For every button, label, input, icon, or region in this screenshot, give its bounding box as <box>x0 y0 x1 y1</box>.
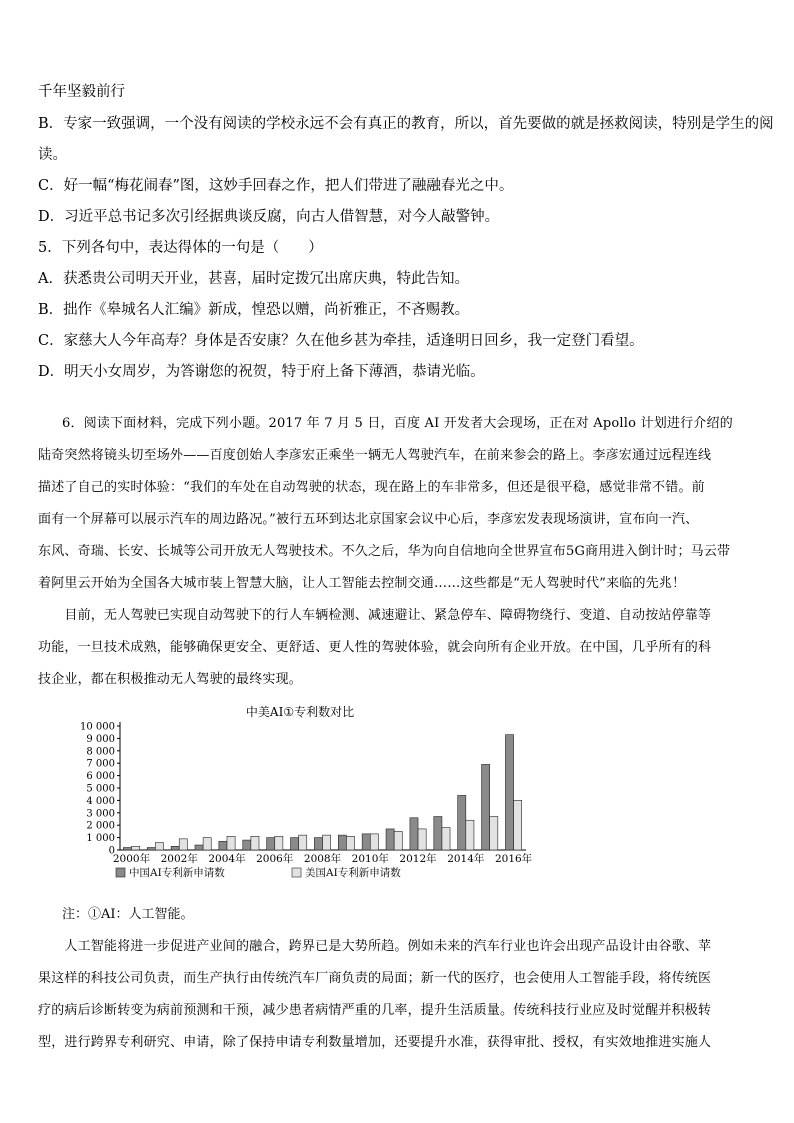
bar-china <box>434 817 442 850</box>
bar-china <box>267 838 275 850</box>
bar-china <box>505 735 513 850</box>
x-tick-label: 2010年 <box>351 853 389 865</box>
bar-usa <box>418 829 426 850</box>
chart-title: 中美AI①专利数对比 <box>245 705 355 719</box>
option-c: C．家慈大人今年高寿？身体是否安康？久在他乡甚为牵挂，适逢明日回乡，我一定登门看望。 <box>38 333 644 349</box>
passage-line: 功能，一旦技术成熟，能够确保更安全、更舒适、更人性的驾驶体验，就会向所有企业开放。在中国，几乎所有的科 <box>38 640 712 655</box>
x-tick-labels <box>113 852 533 865</box>
bar-usa <box>394 831 402 850</box>
legend-swatch <box>116 868 125 877</box>
y-tick-label: 6 000 <box>86 771 115 783</box>
bar-china <box>123 848 131 850</box>
x-tick-label: 2014年 <box>447 853 485 865</box>
passage-line: 目前，无人驾驶已实现自动驾驶下的行人车辆检测、减速避让、紧急停车、障碍物绕行、变道、自动按站停靠等 <box>38 608 712 623</box>
legend-label: 美国AI专利新申请数 <box>305 867 401 879</box>
passage-line: 6．阅读下面材料，完成下列小题。2017 年 7 月 5 日，百度 AI 开发者大会现场，正在对 Apollo 计划进行介绍的 <box>62 416 733 431</box>
passage-line: 陆奇突然将镜头切至场外——百度创始人李彦宏正乘坐一辆无人驾驶汽车，在前来参会的路上。李彦宏通过远程连线 <box>38 448 712 463</box>
chart-bars <box>123 735 521 850</box>
bar-usa <box>299 835 307 850</box>
y-tick-labels <box>80 722 120 857</box>
x-tick-label: 2002年 <box>160 853 198 865</box>
bar-usa <box>251 836 259 850</box>
text-line: 读。 <box>38 147 67 163</box>
option-a: A．获悉贵公司明天开业，甚喜，届时定拨冗出席庆典，特此告知。 <box>38 271 469 287</box>
bar-china <box>314 838 322 850</box>
bar-china <box>458 795 466 850</box>
passage-line: 技企业，都在积极推动无人驾驶的最终实现。 <box>38 672 303 687</box>
bar-china <box>219 841 227 850</box>
x-tick-label: 2004年 <box>208 853 246 865</box>
y-tick-label: 10 000 <box>80 721 115 733</box>
x-tick-label: 2006年 <box>256 853 294 865</box>
passage-line: 果这样的科技公司负责，而生产执行由传统汽车厂商负责的局面；新一代的医疗，也会使用人工智能手段，将传统医 <box>38 971 712 986</box>
bar-usa <box>490 817 498 850</box>
x-tick-label: 2016年 <box>494 853 533 865</box>
bar-usa <box>131 846 139 850</box>
x-tick-label: 2000年 <box>112 853 151 865</box>
bar-china <box>386 829 394 850</box>
y-tick-label: 4 000 <box>86 795 115 807</box>
text-line: B．专家一致强调，一个没有阅读的学校永远不会有真正的教育，所以，首先要做的就是拯救阅读，特别是学生的阅 <box>38 116 774 132</box>
bar-usa <box>155 843 163 850</box>
legend-swatch <box>292 868 301 877</box>
bar-china <box>171 846 179 850</box>
y-tick-label: 5 000 <box>86 783 115 795</box>
bar-china <box>243 840 251 850</box>
y-tick-label: 9 000 <box>86 733 115 745</box>
bar-usa <box>179 839 187 850</box>
text-line: 千年坚毅前行 <box>38 84 125 100</box>
question-title: 5．下列各句中，表达得体的一句是（ ） <box>38 240 323 256</box>
x-tick-label: 2012年 <box>399 853 437 865</box>
passage-line: 疗的病后诊断转变为病前预测和干预，减少患者病情严重的几率，提升生活质量。传统科技行业应及时觉醒并积极转 <box>38 1003 712 1018</box>
y-tick-label: 8 000 <box>86 746 115 758</box>
footnote: 注：①AI：人工智能。 <box>62 907 194 922</box>
bar-china <box>362 834 370 850</box>
patent-chart <box>60 700 540 890</box>
bar-usa <box>323 835 331 850</box>
passage-line: 描述了自己的实时体验：“我们的车处在自动驾驶的状态，现在路上的车非常多，但还是很平稳，感觉非常不错。前 <box>38 480 705 495</box>
x-tick-label: 2008年 <box>303 853 342 865</box>
bar-usa <box>442 828 450 850</box>
bar-china <box>338 835 346 850</box>
bar-usa <box>346 836 354 850</box>
passage-line: 东风、奇瑞、长安、长城等公司开放无人驾驶技术。不久之后，华为向自信地向全世界宣布5G商用进入倒计时；马云带 <box>38 544 731 559</box>
bar-china <box>291 838 299 850</box>
bar-china <box>147 848 155 850</box>
text-line: D．习近平总书记多次引经据典谈反腐，向古人借智慧，对今人敲警钟。 <box>38 209 500 225</box>
y-tick-label: 2 000 <box>86 820 115 832</box>
option-d: D．明天小女周岁，为答谢您的祝贺，特于府上备下薄酒，恭请光临。 <box>38 364 485 380</box>
bar-usa <box>203 838 211 850</box>
bar-usa <box>466 820 474 850</box>
bar-usa <box>370 834 378 850</box>
text-line: C．好一幅“梅花闹春”图，这妙手回春之作，把人们带进了融融春光之中。 <box>38 178 514 194</box>
passage-line: 着阿里云开始为全国各大城市装上智慧大脑，让人工智能去控制交通……这些都是“无人驾驶时代”来临的先兆！ <box>38 576 686 591</box>
passage-line: 人工智能将进一步促进产业间的融合，跨界已是大势所趋。例如未来的汽车行业也许会出现产品设计由谷歌、苹 <box>38 939 712 954</box>
y-tick-label: 3 000 <box>86 808 115 820</box>
y-tick-label: 7 000 <box>86 758 115 770</box>
bar-usa <box>514 800 522 850</box>
passage-line: 面有一个屏幕可以展示汽车的周边路况。”被行五环到达北京国家会议中心后，李彦宏发表现场演讲，宣布向一汽、 <box>38 512 699 527</box>
bar-usa <box>227 836 235 850</box>
passage-line: 型，进行跨界专利研究、申请，除了保持申请专利数量增加，还要提升水准，获得审批、授权，有实效地推进实施人 <box>38 1035 712 1050</box>
y-tick-label: 0 <box>108 845 115 857</box>
bar-china <box>410 818 418 850</box>
bar-china <box>482 764 490 850</box>
chart-svg <box>60 700 540 890</box>
y-tick-label: 1 000 <box>86 833 115 845</box>
option-b: B．拙作《皋城名人汇编》新成，惶恐以赠，尚祈雅正，不吝赐教。 <box>38 302 470 318</box>
legend-label: 中国AI专利新申请数 <box>129 867 225 879</box>
bar-usa <box>275 836 283 850</box>
bar-china <box>195 845 203 850</box>
chart-legend <box>116 866 401 879</box>
